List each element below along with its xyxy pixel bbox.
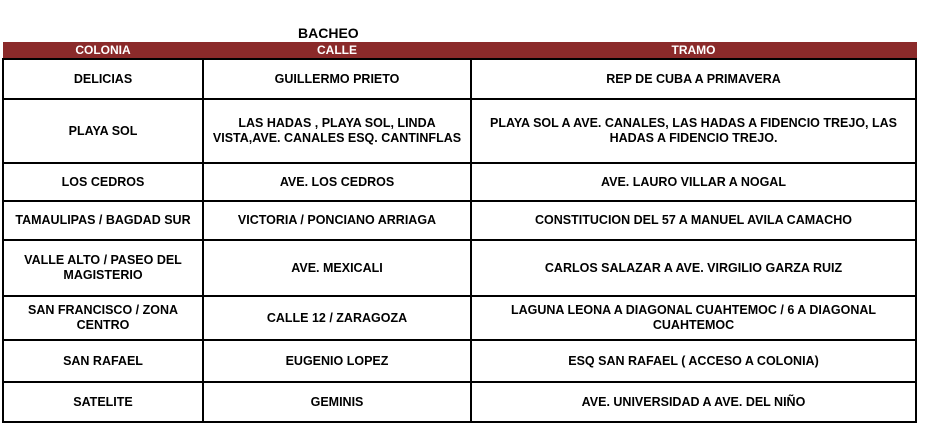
table-row (3, 240, 916, 296)
cell-calle: VICTORIA / PONCIANO ARRIAGA (203, 201, 471, 240)
header-calle: CALLE (203, 42, 471, 59)
cell-tramo: AVE. UNIVERSIDAD A AVE. DEL NIÑO (471, 382, 916, 422)
table-row (3, 59, 916, 99)
cell-calle: GEMINIS (203, 382, 471, 422)
cell-tramo: PLAYA SOL A AVE. CANALES, LAS HADAS A FIDENCIO TREJO, LAS HADAS A FIDENCIO TREJO. (471, 99, 916, 163)
cell-tramo: ESQ SAN RAFAEL ( ACCESO A COLONIA) (471, 340, 916, 382)
cell-colonia: SAN FRANCISCO / ZONA CENTRO (3, 296, 203, 340)
table-row (3, 99, 916, 163)
cell-calle: AVE. MEXICALI (203, 240, 471, 296)
header-tramo: TRAMO (471, 42, 916, 59)
cell-colonia: PLAYA SOL (3, 99, 203, 163)
table-row (3, 296, 916, 340)
cell-tramo: CARLOS SALAZAR A AVE. VIRGILIO GARZA RUIZ (471, 240, 916, 296)
cell-colonia: VALLE ALTO / PASEO DEL MAGISTERIO (3, 240, 203, 296)
cell-colonia: SATELITE (3, 382, 203, 422)
cell-colonia: TAMAULIPAS / BAGDAD SUR (3, 201, 203, 240)
table-row (3, 382, 916, 422)
header-row (3, 42, 916, 59)
cell-colonia: SAN RAFAEL (3, 340, 203, 382)
cell-calle: GUILLERMO PRIETO (203, 59, 471, 99)
cell-colonia: DELICIAS (3, 59, 203, 99)
cell-calle: EUGENIO LOPEZ (203, 340, 471, 382)
bacheo-table (2, 42, 917, 423)
header-colonia: COLONIA (3, 42, 203, 59)
cell-calle: AVE. LOS CEDROS (203, 163, 471, 201)
cell-tramo: LAGUNA LEONA A DIAGONAL CUAHTEMOC / 6 A DIAGONAL CUAHTEMOC (471, 296, 916, 340)
cell-tramo: AVE. LAURO VILLAR A NOGAL (471, 163, 916, 201)
table-row (3, 163, 916, 201)
cell-tramo: CONSTITUCION DEL 57 A MANUEL AVILA CAMACHO (471, 201, 916, 240)
table-row (3, 201, 916, 240)
cell-tramo: REP DE CUBA A PRIMAVERA (471, 59, 916, 99)
table-title: BACHEO (298, 25, 359, 41)
table-row (3, 340, 916, 382)
cell-colonia: LOS CEDROS (3, 163, 203, 201)
cell-calle: CALLE 12 / ZARAGOZA (203, 296, 471, 340)
cell-calle: LAS HADAS , PLAYA SOL, LINDA VISTA,AVE. CANALES ESQ. CANTINFLAS (203, 99, 471, 163)
